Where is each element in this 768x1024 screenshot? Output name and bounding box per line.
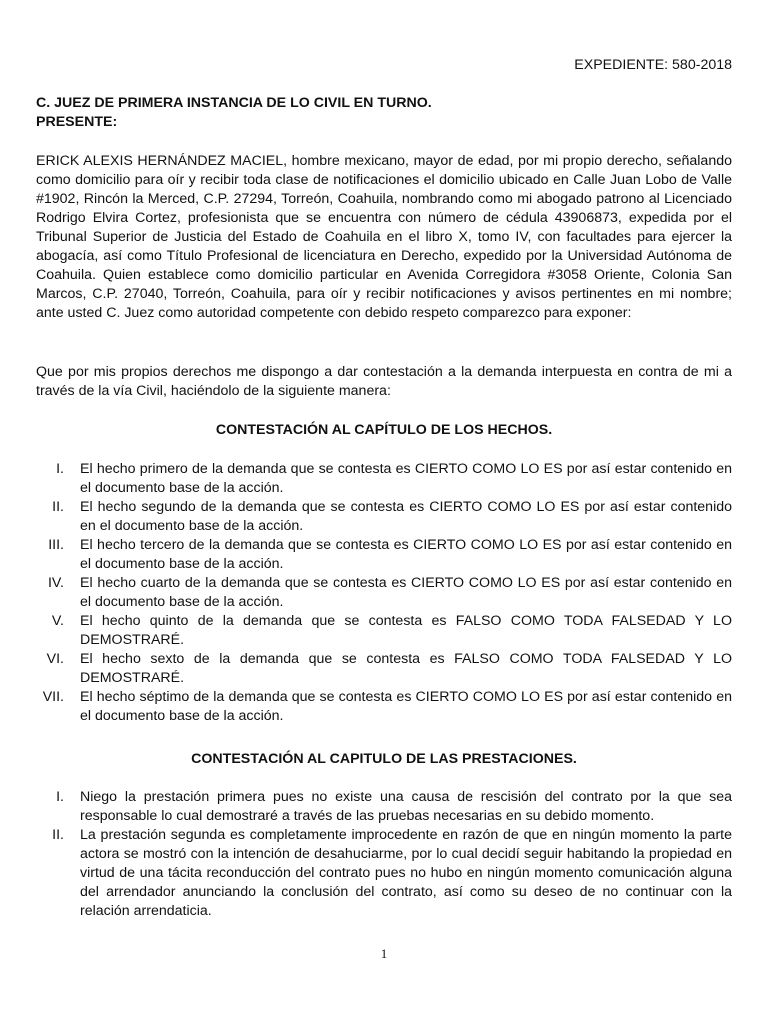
item-text: El hecho tercero de la demanda que se contesta es CIERTO COMO LO ES por así estar contenido en el documento base de la acción.: [80, 537, 732, 572]
item-text: Niego la prestación primera pues no existe una causa de rescisión del contrato por la que sea responsable lo cual demostraré a través de las pruebas necesarias en su debido momento.: [80, 789, 732, 824]
addressee-judge: C. JUEZ DE PRIMERA INSTANCIA DE LO CIVIL EN TURNO.: [36, 95, 432, 111]
hechos-list: [36, 460, 732, 726]
item-number: VI.: [46, 651, 64, 667]
document-page: [36, 0, 732, 1024]
prestaciones-list: [36, 788, 732, 921]
list-item: [36, 498, 732, 536]
item-number: V.: [51, 613, 64, 629]
item-number: II.: [52, 827, 64, 843]
item-number: IV.: [47, 575, 64, 591]
item-number: II.: [52, 499, 64, 515]
section-heading-prestaciones: CONTESTACIÓN AL CAPITULO DE LAS PRESTACIONES.: [191, 751, 577, 767]
item-text: El hecho segundo de la demanda que se contesta es CIERTO COMO LO ES por así estar contenido en el documento base de la acción.: [80, 499, 732, 534]
item-text: El hecho sexto de la demanda que se contesta es FALSO COMO TODA FALSEDAD Y LO DEMOSTRARÉ.: [80, 651, 732, 686]
item-text: La prestación segunda es completamente improcedente en razón de que en ningún momento la parte actora se mostró con la intención de desahuciarme, por lo cual decidí seguir habitando la propiedad en virtud de una tácita reconducción del contrato pues no hubo en ningún momento comunicación alguna del arrendador anunciando la conclusión del contrato, así como su deseo de no continuar con la relación arrendaticia.: [80, 827, 732, 919]
list-item: [36, 536, 732, 574]
item-text: El hecho séptimo de la demanda que se contesta es CIERTO COMO LO ES por así estar contenido en el documento base de la acción.: [80, 689, 732, 724]
list-item: [36, 688, 732, 726]
list-item: [36, 612, 732, 650]
section-heading-hechos: CONTESTACIÓN AL CAPÍTULO DE LOS HECHOS.: [215, 422, 553, 438]
list-item: [36, 650, 732, 688]
list-item: [36, 460, 732, 498]
list-item: [36, 574, 732, 612]
list-item: [36, 826, 732, 921]
item-text: El hecho quinto de la demanda que se contesta es FALSO COMO TODA FALSEDAD Y LO DEMOSTRARÉ.: [80, 613, 732, 648]
intro-paragraph: ERICK ALEXIS HERNÁNDEZ MACIEL, hombre mexicano, mayor de edad, por mi propio derecho, señalando como domicilio para oír y recibir toda clase de notificaciones el domicilio ubicado en Calle Juan Lobo de Valle #1902, Rincón la Merced, C.P. 27294, Torreón, Coahuila, nombrando como mi abogado patrono al Licenciado Rodrigo Elvira Cortez, profesionista que se encuentra con número de cédula 43906873, expedida por el Tribunal Superior de Justicia del Estado de Coahuila en el libro X, tomo IV, con facultades para ejercer la abogacía, así como Título Profesional de licenciatura en Derecho, expedido por la Universidad Autónoma de Coahuila. Quien establece como domicilio particular en Avenida Corregidora #3058 Oriente, Colonia San Marcos, C.P. 27040, Torreón, Coahuila, para oír y recibir notificaciones y avisos pertinentes en mi nombre; ante usted C. Juez como autoridad competente con debido respeto comparezco para exponer:: [36, 153, 732, 321]
addressee-block: [36, 94, 732, 132]
item-number: III.: [48, 537, 64, 553]
item-number: VII.: [42, 689, 64, 705]
addressee-presente: PRESENTE:: [36, 114, 118, 130]
item-text: El hecho cuarto de la demanda que se contesta es CIERTO COMO LO ES por así estar contenido en el documento base de la acción.: [80, 575, 732, 610]
item-number: I.: [56, 789, 64, 805]
page-number: 1: [380, 946, 388, 961]
case-number: EXPEDIENTE: 580-2018: [574, 57, 732, 73]
list-item: [36, 788, 732, 826]
item-number: I.: [56, 461, 64, 477]
response-intro-paragraph: Que por mis propios derechos me dispongo a dar contestación a la demanda interpuesta en contra de mi a través de la vía Civil, haciéndolo de la siguiente manera:: [36, 364, 732, 399]
item-text: El hecho primero de la demanda que se contesta es CIERTO COMO LO ES por así estar contenido en el documento base de la acción.: [80, 461, 732, 496]
